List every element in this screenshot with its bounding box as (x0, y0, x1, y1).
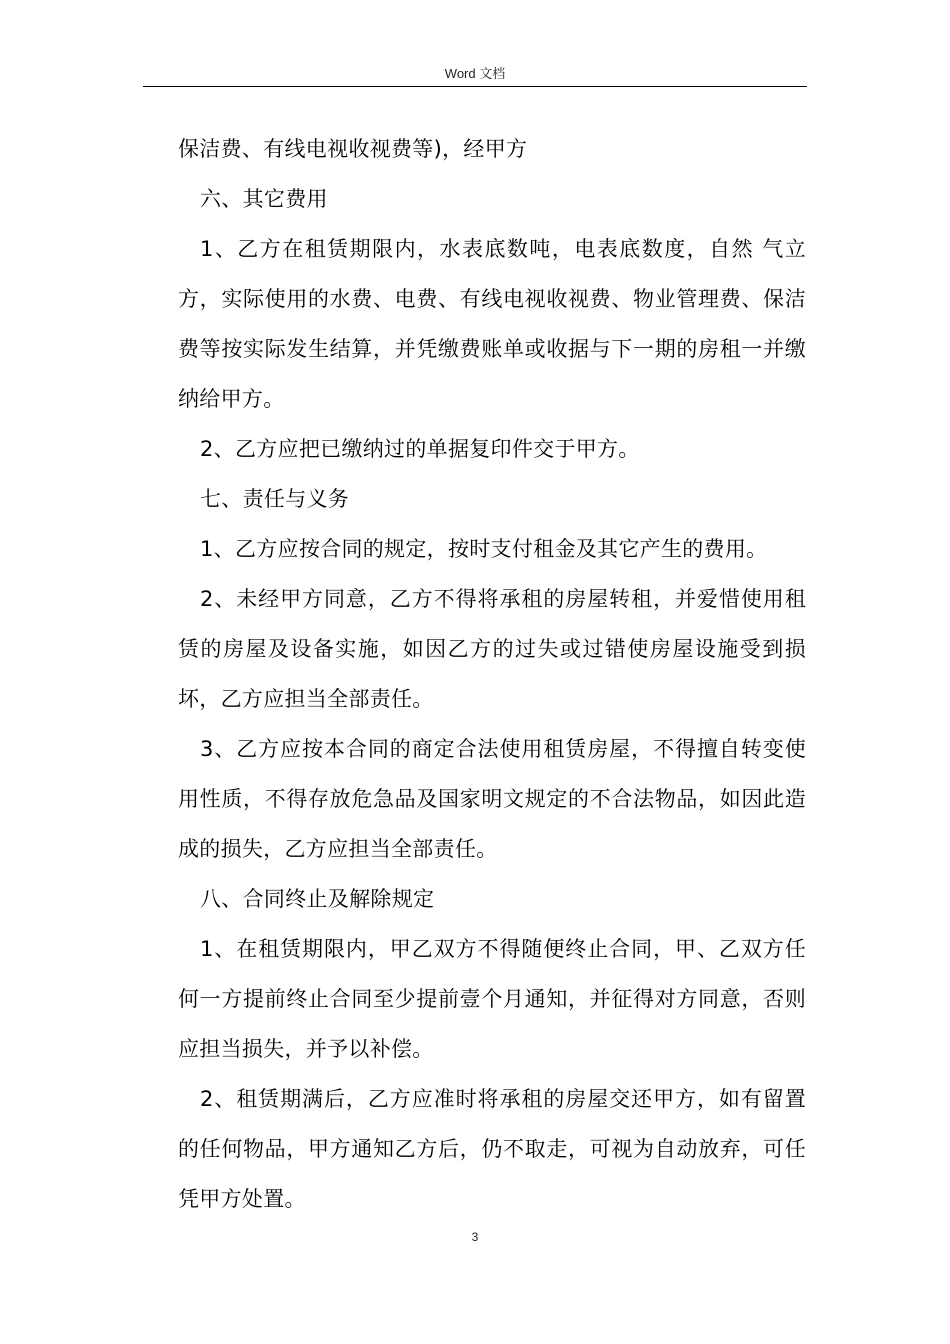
paragraph-continuation: 保洁费、有线电视收视费等)，经甲方 (178, 137, 528, 161)
paragraph-fees-2: 2、乙方应把已缴纳过的单据复印件交于甲方。 (200, 437, 640, 461)
section-heading-responsibilities: 七、责任与义务 (200, 487, 350, 511)
paragraph-termination-1: 1、在租赁期限内，甲乙双方不得随便终止合同，甲、乙双方任何一方提前终止合同至少提前壹个月通知，并征得对方同意，否则应担当损失，并予以补偿。 (178, 937, 806, 1061)
page-header: Word 文档 (444, 66, 506, 81)
paragraph-responsibility-1: 1、乙方应按合同的规定，按时支付租金及其它产生的费用。 (200, 537, 768, 561)
page-number: 3 (471, 1230, 479, 1244)
header-rule (143, 86, 807, 87)
section-heading-other-fees: 六、其它费用 (200, 187, 328, 211)
paragraph-responsibility-3: 3、乙方应按本合同的商定合法使用租赁房屋，不得擅自转变使用性质，不得存放危急品及国家明文规定的不合法物品，如因此造成的损失，乙方应担当全部责任。 (178, 737, 806, 861)
paragraph-responsibility-2: 2、未经甲方同意，乙方不得将承租的房屋转租，并爱惜使用租赁的房屋及设备实施，如因乙方的过失或过错使房屋设施受到损坏，乙方应担当全部责任。 (178, 587, 806, 711)
paragraph-fees-1: 1、乙方在租赁期限内，水表底数吨，电表底数度，自然 气立方，实际使用的水费、电费、有线电视收视费、物业管理费、保洁费等按实际发生结算，并凭缴费账单或收据与下一期的房租一并缴纳给甲方。 (178, 237, 806, 411)
section-heading-termination: 八、合同终止及解除规定 (200, 887, 435, 911)
paragraph-termination-2: 2、租赁期满后，乙方应准时将承租的房屋交还甲方，如有留置的任何物品，甲方通知乙方后，仍不取走，可视为自动放弃，可任凭甲方处置。 (178, 1087, 806, 1211)
document-body (178, 124, 806, 1224)
